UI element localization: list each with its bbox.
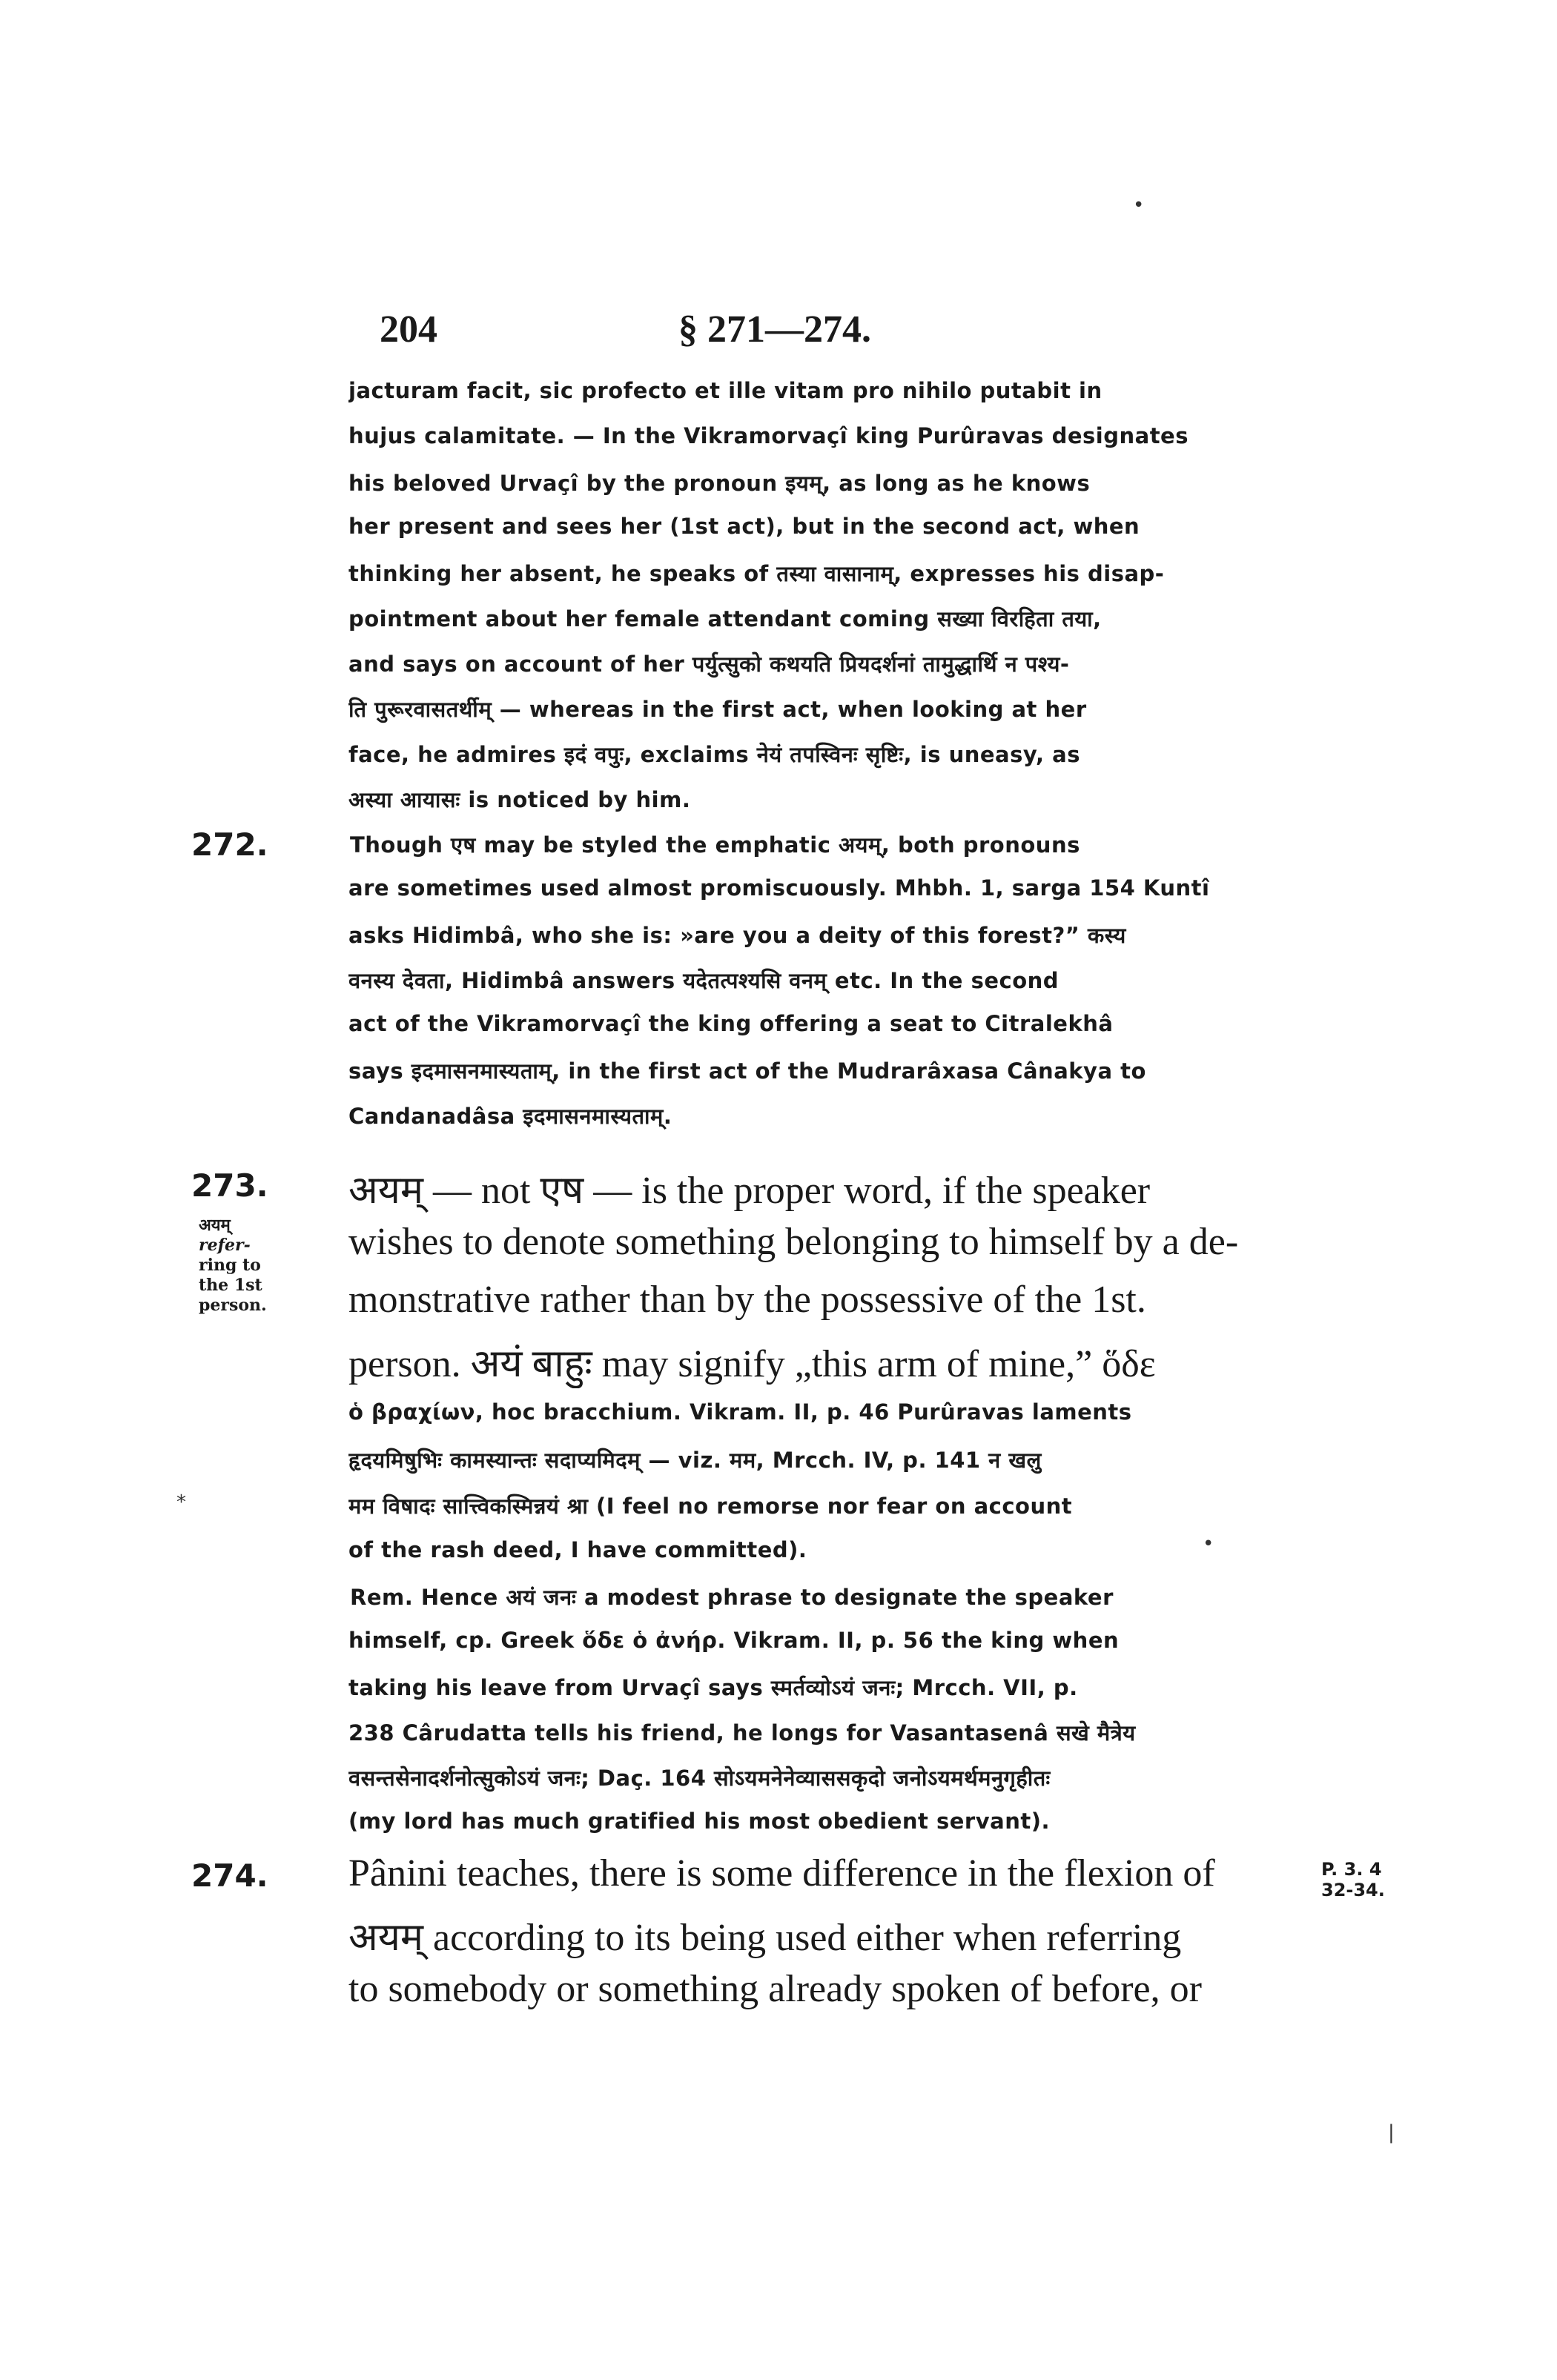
text-line: अयम् according to its being used either when referring: [348, 1917, 1182, 1959]
margin-note-line: the 1st: [199, 1276, 262, 1295]
text-line: ति पुरूरवासतर्थीम् — whereas in the first act, when looking at her: [348, 697, 1087, 722]
text-line: (my lord has much gratified his most obedient servant).: [348, 1809, 1050, 1834]
text-line: his beloved Urvaçî by the pronoun इयम्, as long as he knows: [348, 471, 1091, 496]
reference-note-274: [1321, 1859, 1385, 1900]
page-header: [0, 308, 1557, 352]
margin-note-line: अयम्: [199, 1216, 231, 1235]
text-line: face, he admires इदं वपुः, exclaims नेयं तपस्विनः सृष्टिः, is uneasy, as: [348, 742, 1080, 767]
text-line: अयम् — not एष — is the proper word, if the speaker: [348, 1170, 1151, 1212]
stray-margin-mark: *: [176, 1491, 186, 1514]
text-line: are sometimes used almost promiscuously. Mhbh. 1, sarga 154 Kuntî: [348, 875, 1210, 901]
section-range: § 271—274.: [678, 308, 871, 351]
text-line: wishes to denote something belonging to himself by a de-: [348, 1221, 1239, 1263]
margin-note-line: person.: [199, 1296, 267, 1315]
text-line: वनस्य देवता, Hidimbâ answers यदेतत्पश्यसि वनम् etc. In the second: [348, 968, 1060, 993]
reference-line: P. 3. 4: [1321, 1859, 1382, 1880]
margin-note-273: [199, 1216, 267, 1316]
text-line: and says on account of her पर्युत्सुको कथयति प्रियदर्शनां तामुद्धार्थि न पश्य-: [348, 652, 1070, 677]
text-line: taking his leave from Urvaçî says स्मर्तव्योऽयं जनः; Mrcch. VII, p.: [348, 1675, 1078, 1700]
text-line: वसन्तसेनादर्शनोत्सुकोऽयं जनः; Daç. 164 सोऽयमनेनेव्याससकृदो जनोऽयमर्थमनुगृहीतः: [348, 1766, 1051, 1791]
text-line: thinking her absent, he speaks of तस्या वासानाम्, expresses his disap-: [348, 561, 1165, 586]
text-line: Candanadâsa इदमासनमास्यताम्.: [348, 1104, 672, 1129]
text-line: jacturam facit, sic profecto et ille vitam pro nihilo putabit in: [348, 378, 1103, 403]
text-line: her present and sees her (1st act), but in the second act, when: [348, 514, 1140, 539]
reference-line: 32-34.: [1321, 1880, 1385, 1900]
section-number-273: 273.: [191, 1167, 268, 1204]
text-line: asks Hidimbâ, who she is: »are you a deity of this forest?” कस्य: [348, 923, 1126, 948]
margin-note-line: refer-: [199, 1236, 251, 1255]
text-line: pointment about her female attendant coming सख्या विरहिता तया,: [348, 606, 1102, 632]
margin-note-line: ring to: [199, 1256, 261, 1275]
text-line: अस्या आयासः is noticed by him.: [348, 787, 691, 812]
text-line: 238 Cârudatta tells his friend, he longs for Vasantasenâ सखे मैत्रेय: [348, 1720, 1136, 1746]
text-line: person. अयं बाहुः may signify „this arm of mine,” ὅδε: [348, 1343, 1156, 1385]
text-line: Pânini teaches, there is some difference in the flexion of: [348, 1852, 1215, 1895]
text-line: Rem. Hence अयं जनः a modest phrase to designate the speaker: [350, 1585, 1114, 1610]
text-line: ὁ βραχίων, hoc bracchium. Vikram. II, p. 46 Purûravas laments: [348, 1399, 1132, 1425]
text-line: says इदमासनमास्यताम्, in the first act of the Mudrarâxasa Cânakya to: [348, 1058, 1146, 1084]
text-line: हृदयमिषुभिः कामस्यान्तः सदाप्यमिदम् — viz. मम, Mrcch. IV, p. 141 न खलु: [348, 1448, 1042, 1473]
section-number-272: 272.: [191, 826, 268, 863]
text-line: मम विषादः सात्त्विकस्मिन्नयं श्रा (I feel no remorse nor fear on account: [348, 1494, 1073, 1519]
page-number: 204: [380, 308, 437, 351]
text-line: monstrative rather than by the possessive of the 1st.: [348, 1279, 1146, 1321]
stray-dot-mark: •: [1133, 194, 1145, 216]
stray-dot-mark: •: [1203, 1533, 1214, 1555]
text-line: Though एष may be styled the emphatic अयम्, both pronouns: [350, 832, 1080, 858]
stray-tick-mark: |: [1388, 2121, 1395, 2144]
text-line: hujus calamitate. — In the Vikramorvaçî king Purûravas designates: [348, 423, 1189, 448]
text-line: of the rash deed, I have committed).: [348, 1537, 807, 1562]
text-line: act of the Vikramorvaçî the king offering a seat to Citralekhâ: [348, 1011, 1114, 1036]
section-number-274: 274.: [191, 1857, 268, 1894]
text-line: himself, cp. Greek ὅδε ὁ ἀνήρ. Vikram. II, p. 56 the king when: [348, 1628, 1120, 1653]
text-line: to somebody or something already spoken of before, or: [348, 1968, 1202, 2010]
